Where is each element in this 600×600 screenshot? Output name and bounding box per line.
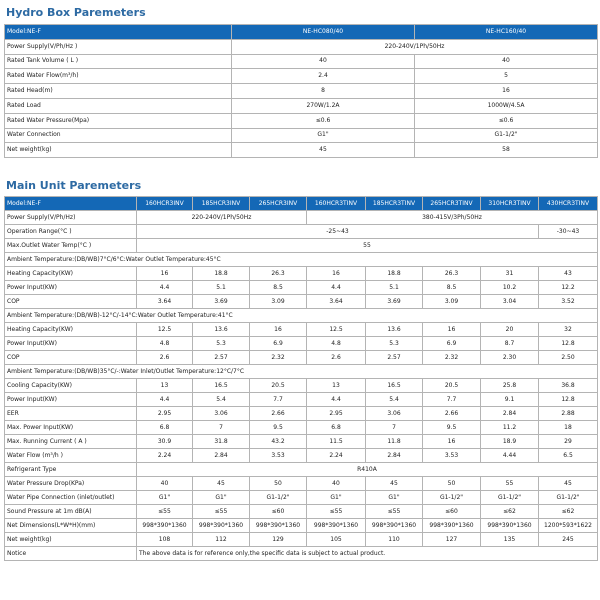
table-cell: 7 <box>193 421 250 435</box>
notice-text: The above data is for reference only,the specific data is subject to actual product. <box>137 547 598 561</box>
table-cell: 998*390*1360 <box>307 519 366 533</box>
table-cell: 16 <box>250 323 307 337</box>
table-cell: G1-1/2" <box>423 491 481 505</box>
table-cell: 8.7 <box>481 337 539 351</box>
row-label: Cooling Capacity(KW) <box>5 379 137 393</box>
table-cell: 4.44 <box>481 449 539 463</box>
table-cell: 4.4 <box>307 393 366 407</box>
table-cell: 31.8 <box>193 435 250 449</box>
table-cell: -30~43 <box>539 225 598 239</box>
model-header: 160HCR3INV <box>137 197 193 211</box>
table-row <box>5 323 598 337</box>
table-cell: 2.95 <box>137 407 193 421</box>
table-cell: 3.09 <box>423 295 481 309</box>
table-cell: 12.2 <box>539 281 598 295</box>
table-cell: 40 <box>232 54 415 69</box>
table-row <box>5 533 598 547</box>
table-row <box>5 421 598 435</box>
table-cell: 5.3 <box>193 337 250 351</box>
table-cell: 16 <box>423 435 481 449</box>
table-row <box>5 143 598 158</box>
model-header: 185HCR3TINV <box>366 197 423 211</box>
table-cell: 11.5 <box>307 435 366 449</box>
table-cell: 13 <box>137 379 193 393</box>
table-cell: ≤55 <box>307 505 366 519</box>
table-cell: 7 <box>366 421 423 435</box>
table-cell: 3.04 <box>481 295 539 309</box>
model-header: 160HCR3TINV <box>307 197 366 211</box>
table-cell: 11.2 <box>481 421 539 435</box>
table-cell: 220-240V/1Ph/50Hz <box>137 211 307 225</box>
table-cell: 8.5 <box>423 281 481 295</box>
table-cell: 3.64 <box>137 295 193 309</box>
table-cell: 112 <box>193 533 250 547</box>
row-label: Power Supply(V/Ph/Hz) <box>5 211 137 225</box>
row-label: Water Flow (m³/h ) <box>5 449 137 463</box>
condition-heading: Ambient Temperature:(DB/WB)7°C/6°C:Water Outlet Temperature:45°C <box>5 253 598 267</box>
table-cell: 26.3 <box>250 267 307 281</box>
table-cell: 11.8 <box>366 435 423 449</box>
table-row <box>5 491 598 505</box>
row-label: Power Input(KW) <box>5 281 137 295</box>
table-cell: 18.9 <box>481 435 539 449</box>
table-cell: G1" <box>193 491 250 505</box>
table-cell: 998*390*1360 <box>423 519 481 533</box>
row-label: Rated Head(m) <box>5 84 232 99</box>
row-label: Power Supply(V/Ph/Hz ) <box>5 39 232 54</box>
table-row <box>5 519 598 533</box>
table-cell: 2.6 <box>137 351 193 365</box>
table-cell: ≤0.6 <box>232 113 415 128</box>
row-label: Max. Power Input(KW) <box>5 421 137 435</box>
table-cell: 5 <box>415 69 598 84</box>
row-label: Rated Water Flow(m³/h) <box>5 69 232 84</box>
table-cell: 6.8 <box>137 421 193 435</box>
row-label: Power Input(KW) <box>5 337 137 351</box>
main-header-row <box>5 197 598 211</box>
table-cell: 32 <box>539 323 598 337</box>
table-row <box>5 225 598 239</box>
table-cell: 30.9 <box>137 435 193 449</box>
table-row <box>5 39 598 54</box>
main-unit-table <box>4 196 598 561</box>
table-row <box>5 379 598 393</box>
table-cell: 3.09 <box>250 295 307 309</box>
table-row <box>5 449 598 463</box>
table-cell: 129 <box>250 533 307 547</box>
table-cell: 58 <box>415 143 598 158</box>
row-label: Net weight(kg) <box>5 533 137 547</box>
table-row <box>5 463 598 477</box>
table-cell: G1-1/2" <box>415 128 598 143</box>
table-cell: 4.4 <box>307 281 366 295</box>
table-cell: 4.4 <box>137 393 193 407</box>
row-label: Rated Load <box>5 98 232 113</box>
model-header: 185HCR3INV <box>193 197 250 211</box>
table-cell: 12.8 <box>539 393 598 407</box>
table-cell: 13.6 <box>193 323 250 337</box>
table-row <box>5 281 598 295</box>
table-cell: G1-1/2" <box>250 491 307 505</box>
table-cell: 127 <box>423 533 481 547</box>
table-cell: 16 <box>415 84 598 99</box>
table-cell: -25~43 <box>137 225 539 239</box>
table-row <box>5 98 598 113</box>
table-cell: 20 <box>481 323 539 337</box>
table-cell: 18 <box>539 421 598 435</box>
table-cell: 2.66 <box>250 407 307 421</box>
table-cell: 26.3 <box>423 267 481 281</box>
table-cell: 12.5 <box>137 323 193 337</box>
table-row <box>5 407 598 421</box>
table-cell: 6.9 <box>423 337 481 351</box>
table-cell: 270W/1.2A <box>232 98 415 113</box>
table-cell: 380-415V/3Ph/50Hz <box>307 211 598 225</box>
table-cell: 13.6 <box>366 323 423 337</box>
table-cell: 45 <box>366 477 423 491</box>
table-cell: 2.57 <box>366 351 423 365</box>
table-cell: 8.5 <box>250 281 307 295</box>
row-label: Heating Capacity(KW) <box>5 323 137 337</box>
condition-row <box>5 253 598 267</box>
table-row <box>5 547 598 561</box>
table-cell: 3.69 <box>193 295 250 309</box>
table-cell: 245 <box>539 533 598 547</box>
table-cell: 1200*593*1622 <box>539 519 598 533</box>
row-label: EER <box>5 407 137 421</box>
table-cell: 5.3 <box>366 337 423 351</box>
table-cell: 2.57 <box>193 351 250 365</box>
table-row <box>5 69 598 84</box>
table-cell: 2.88 <box>539 407 598 421</box>
row-label: Operation Range(°C ) <box>5 225 137 239</box>
hydro-model-header: Model:NE-F <box>5 25 232 40</box>
table-cell: ≤60 <box>423 505 481 519</box>
condition-heading: Ambient Temperature:(DB/WB)35°C/-:Water Inlet/Outlet Temperature:12°C/7°C <box>5 365 598 379</box>
table-cell: 29 <box>539 435 598 449</box>
table-cell: 16.5 <box>193 379 250 393</box>
table-cell: G1" <box>232 128 415 143</box>
table-cell: 4.8 <box>307 337 366 351</box>
table-cell: 12.5 <box>307 323 366 337</box>
row-label: Heating Capacity(KW) <box>5 267 137 281</box>
table-cell: 5.1 <box>366 281 423 295</box>
table-cell: 9.5 <box>423 421 481 435</box>
row-label: Net weight(kg) <box>5 143 232 158</box>
table-cell: 2.32 <box>423 351 481 365</box>
table-cell: 43 <box>539 267 598 281</box>
table-cell: 43.2 <box>250 435 307 449</box>
table-cell: 5.1 <box>193 281 250 295</box>
table-cell: 9.1 <box>481 393 539 407</box>
row-label: Rated Tank Volume ( L ) <box>5 54 232 69</box>
condition-row <box>5 309 598 323</box>
row-label: Sound Pressure at 1m dB(A) <box>5 505 137 519</box>
table-row <box>5 477 598 491</box>
model-header: 265HCR3INV <box>250 197 307 211</box>
table-cell: 36.8 <box>539 379 598 393</box>
table-cell: 20.5 <box>423 379 481 393</box>
table-cell: ≤62 <box>481 505 539 519</box>
table-row <box>5 211 598 225</box>
condition-heading: Ambient Temperature:(DB/WB)-12°C/-14°C:Water Outlet Temperature:41°C <box>5 309 598 323</box>
table-cell: 998*390*1360 <box>250 519 307 533</box>
model-header: 265HCR3TINV <box>423 197 481 211</box>
table-cell: 18.8 <box>366 267 423 281</box>
table-cell: 5.4 <box>366 393 423 407</box>
table-cell: 3.06 <box>193 407 250 421</box>
row-label: Water Pressure Drop(KPa) <box>5 477 137 491</box>
table-row <box>5 84 598 99</box>
table-row <box>5 505 598 519</box>
table-cell: ≤55 <box>137 505 193 519</box>
table-cell: 2.32 <box>250 351 307 365</box>
row-label: Refrigerant Type <box>5 463 137 477</box>
table-cell: ≤0.6 <box>415 113 598 128</box>
table-cell: 45 <box>232 143 415 158</box>
table-cell: 3.06 <box>366 407 423 421</box>
table-row <box>5 351 598 365</box>
table-row <box>5 239 598 253</box>
table-cell: 4.8 <box>137 337 193 351</box>
table-cell: 998*390*1360 <box>481 519 539 533</box>
model-header: 310HCR3TINV <box>481 197 539 211</box>
table-cell: G1-1/2" <box>539 491 598 505</box>
row-label: Water Connection <box>5 128 232 143</box>
table-cell: 2.30 <box>481 351 539 365</box>
table-row <box>5 337 598 351</box>
table-cell: 1000W/4.5A <box>415 98 598 113</box>
row-label: Max.Outlet Water Temp(°C ) <box>5 239 137 253</box>
table-cell: 55 <box>481 477 539 491</box>
table-cell: 6.9 <box>250 337 307 351</box>
table-cell: 110 <box>366 533 423 547</box>
table-cell: 7.7 <box>423 393 481 407</box>
table-cell: 108 <box>137 533 193 547</box>
table-cell: 3.52 <box>539 295 598 309</box>
table-cell: 8 <box>232 84 415 99</box>
table-cell: ≤55 <box>193 505 250 519</box>
table-row <box>5 393 598 407</box>
table-cell: 40 <box>307 477 366 491</box>
row-label: COP <box>5 351 137 365</box>
table-cell: 4.4 <box>137 281 193 295</box>
table-cell: 10.2 <box>481 281 539 295</box>
table-row <box>5 295 598 309</box>
table-cell: 20.5 <box>250 379 307 393</box>
table-row <box>5 267 598 281</box>
table-cell: 5.4 <box>193 393 250 407</box>
hydro-box-table <box>4 24 598 158</box>
table-cell: 105 <box>307 533 366 547</box>
table-cell: 45 <box>539 477 598 491</box>
table-cell: G1" <box>307 491 366 505</box>
table-cell: 7.7 <box>250 393 307 407</box>
table-cell: 220-240V/1Ph/50Hz <box>232 39 598 54</box>
table-cell: 2.24 <box>307 449 366 463</box>
table-cell: 135 <box>481 533 539 547</box>
table-cell: 40 <box>415 54 598 69</box>
table-cell: 2.66 <box>423 407 481 421</box>
model-header: Model:NE-F <box>5 197 137 211</box>
table-cell: ≤62 <box>539 505 598 519</box>
table-cell: 998*390*1360 <box>366 519 423 533</box>
table-cell: 16 <box>137 267 193 281</box>
table-cell: 55 <box>137 239 598 253</box>
table-cell: 998*390*1360 <box>137 519 193 533</box>
table-cell: 3.69 <box>366 295 423 309</box>
row-label: Rated Water Pressure(Mpa) <box>5 113 232 128</box>
table-cell: 13 <box>307 379 366 393</box>
row-label: Power Input(KW) <box>5 393 137 407</box>
table-cell: G1" <box>137 491 193 505</box>
hydro-model-header: NE-HC160/40 <box>415 25 598 40</box>
table-row <box>5 54 598 69</box>
table-cell: 16.5 <box>366 379 423 393</box>
model-header: 430HCR3TINV <box>539 197 598 211</box>
table-cell: 31 <box>481 267 539 281</box>
table-cell: 998*390*1360 <box>193 519 250 533</box>
main-unit-title: Main Unit Paremeters <box>6 179 142 192</box>
table-cell: 3.53 <box>250 449 307 463</box>
table-cell: 2.50 <box>539 351 598 365</box>
table-cell: ≤60 <box>250 505 307 519</box>
table-cell: 2.6 <box>307 351 366 365</box>
table-row <box>5 113 598 128</box>
table-cell: G1-1/2" <box>481 491 539 505</box>
table-cell: 9.5 <box>250 421 307 435</box>
table-cell: 50 <box>423 477 481 491</box>
row-label: Net Dimensions(L*W*H)(mm) <box>5 519 137 533</box>
table-cell: 2.4 <box>232 69 415 84</box>
row-label: Notice <box>5 547 137 561</box>
table-cell: 50 <box>250 477 307 491</box>
table-cell: 2.84 <box>481 407 539 421</box>
table-cell: 2.84 <box>193 449 250 463</box>
table-cell: 2.24 <box>137 449 193 463</box>
table-cell: R410A <box>137 463 598 477</box>
table-cell: 16 <box>307 267 366 281</box>
table-cell: 25.8 <box>481 379 539 393</box>
hydro-header-row <box>5 25 598 40</box>
table-cell: 6.5 <box>539 449 598 463</box>
table-cell: 40 <box>137 477 193 491</box>
hydro-box-title: Hydro Box Paremeters <box>6 6 146 19</box>
table-cell: 45 <box>193 477 250 491</box>
row-label: Max. Running Current ( A ) <box>5 435 137 449</box>
table-cell: 18.8 <box>193 267 250 281</box>
table-cell: 3.53 <box>423 449 481 463</box>
table-cell: 3.64 <box>307 295 366 309</box>
table-cell: 6.8 <box>307 421 366 435</box>
condition-row <box>5 365 598 379</box>
table-cell: 2.95 <box>307 407 366 421</box>
table-cell: G1" <box>366 491 423 505</box>
table-cell: 12.8 <box>539 337 598 351</box>
hydro-model-header: NE-HC080/40 <box>232 25 415 40</box>
row-label: Water Pipe Connection (inlet/outlet) <box>5 491 137 505</box>
table-row <box>5 435 598 449</box>
table-row <box>5 128 598 143</box>
table-cell: 16 <box>423 323 481 337</box>
row-label: COP <box>5 295 137 309</box>
table-cell: 2.84 <box>366 449 423 463</box>
table-cell: ≤55 <box>366 505 423 519</box>
